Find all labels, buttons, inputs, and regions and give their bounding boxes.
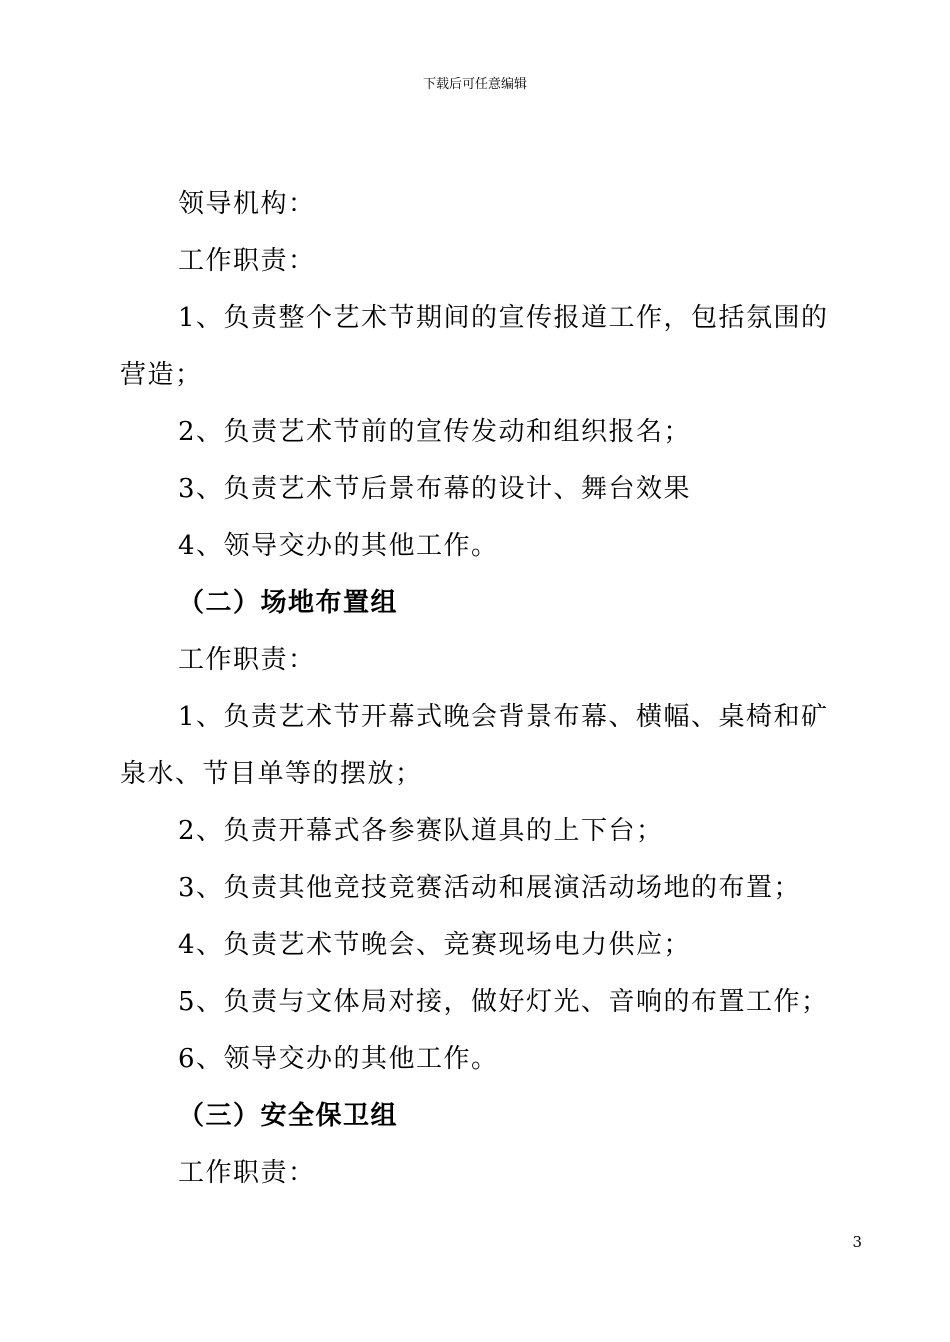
paragraph-duties-label: 工作职责： [178, 1158, 316, 1188]
section-heading: （三）安全保卫组 [178, 1101, 399, 1131]
paragraph-duty-item: 2、负责艺术节前的宣传发动和组织报名； [178, 417, 692, 447]
paragraph-duty-item-continued: 营造； [120, 360, 203, 390]
paragraph-leadership: 领导机构： [178, 189, 316, 219]
page-number: 3 [852, 1233, 862, 1251]
paragraph-duty-item-continued: 泉水、节目单等的摆放； [120, 759, 423, 789]
paragraph-duty-item: 1、负责整个艺术节期间的宣传报道工作，包括氛围的 [178, 303, 829, 333]
paragraph-duty-item: 4、领导交办的其他工作。 [178, 531, 499, 561]
paragraph-duties-label: 工作职责： [178, 645, 316, 675]
paragraph-duty-item: 4、负责艺术节晚会、竞赛现场电力供应； [178, 930, 692, 960]
paragraph-duties-label: 工作职责： [178, 246, 316, 276]
section-heading: （二）场地布置组 [178, 588, 399, 618]
paragraph-duty-item: 3、负责艺术节后景布幕的设计、舞台效果 [178, 474, 692, 504]
paragraph-duty-item: 5、负责与文体局对接，做好灯光、音响的布置工作； [178, 987, 829, 1017]
paragraph-duty-item: 1、负责艺术节开幕式晚会背景布幕、横幅、桌椅和矿 [178, 702, 829, 732]
paragraph-duty-item: 2、负责开幕式各参赛队道具的上下台； [178, 816, 664, 846]
paragraph-duty-item: 3、负责其他竞技竞赛活动和展演活动场地的布置； [178, 873, 802, 903]
page-header: 下载后可任意编辑 [422, 77, 527, 92]
document-body [120, 176, 860, 1202]
paragraph-duty-item: 6、领导交办的其他工作。 [178, 1044, 499, 1074]
